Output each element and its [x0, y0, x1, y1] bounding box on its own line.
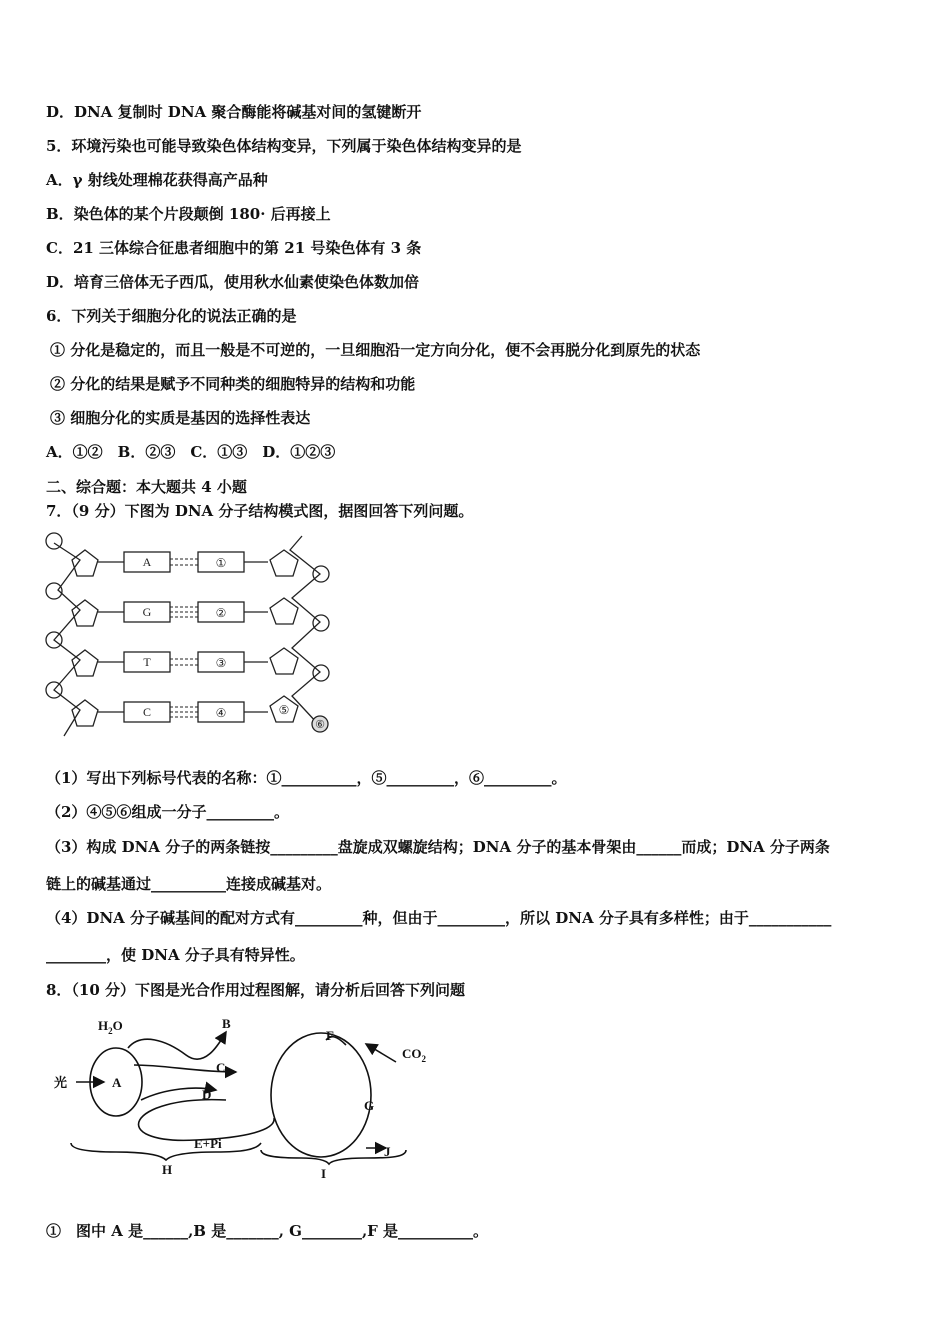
h2o-label: $H_2O$ — [98, 1018, 123, 1036]
number-label: ② — [215, 606, 227, 620]
co2-label: $CO_2$ — [402, 1046, 426, 1064]
base-label: T — [143, 655, 151, 669]
base-label: A — [142, 555, 152, 569]
q7-part-4b: ________，使 DNA 分子具有特异性。 — [46, 946, 305, 964]
q6-statement-3: ③ 细胞分化的实质是基因的选择性表达 — [50, 409, 311, 427]
q7-part-2: （2）④⑤⑥组成一分子_________。 — [46, 803, 289, 821]
i-label: I — [321, 1166, 327, 1181]
e-pi-label: E+Pi — [194, 1136, 222, 1151]
q5-option-d: D．培育三倍体无子西瓜，使用秋水仙素使染色体数加倍 — [46, 273, 420, 291]
q7-part-3a: （3）构成 DNA 分子的两条链按_________盘旋成双螺旋结构；DNA 分子的基本骨架由______而成；DNA 分子两条 — [46, 838, 830, 856]
option-d-line: D．DNA 复制时 DNA 聚合酶能将碱基对间的氢键断开 — [46, 103, 422, 121]
q5-option-b: B．染色体的某个片段颠倒 180· 后再接上 — [46, 205, 331, 223]
f-label: F — [326, 1028, 334, 1043]
q7-part-4a: （4）DNA 分子碱基间的配对方式有_________种，但由于_________，所以 DNA 分子具有多样性；由于___________ — [46, 909, 832, 927]
sugar-label: ⑤ — [278, 703, 290, 717]
base-label: G — [142, 605, 152, 619]
g-label: G — [364, 1098, 375, 1113]
q6-statement-1: ① 分化是稳定的，而且一般是不可逆的，一旦细胞沿一定方向分化，便不会再脱分化到原先的状态 — [50, 341, 701, 359]
question-6: 6．下列关于细胞分化的说法正确的是 — [46, 307, 297, 325]
number-label: ① — [215, 556, 227, 570]
c-label: C — [216, 1060, 226, 1075]
number-label: ④ — [215, 706, 227, 720]
q6-options: A．①② B．②③ C．①③ D．①②③ — [46, 443, 336, 461]
question-7: 7．（9 分）下图为 DNA 分子结构模式图，据图回答下列问题。 — [46, 502, 474, 520]
d-label: D — [202, 1087, 212, 1102]
q6-statement-2: ② 分化的结果是赋予不同种类的细胞特异的结构和功能 — [50, 375, 416, 393]
b-label: B — [222, 1016, 231, 1031]
photosynthesis-diagram — [46, 1010, 446, 1185]
question-8: 8．（10 分）下图是光合作用过程图解，请分析后回答下列问题 — [46, 981, 466, 999]
q5-option-a: A．γ 射线处理棉花获得高产品种 — [46, 171, 268, 189]
dna-structure-diagram — [40, 528, 340, 743]
q5-option-c: C．21 三体综合征患者细胞中的第 21 号染色体有 3 条 — [46, 239, 422, 257]
number-label: ③ — [215, 656, 227, 670]
phosphate-label: ⑥ — [315, 719, 325, 731]
j-label: J — [384, 1144, 391, 1159]
question-5: 5．环境污染也可能导致染色体结构变异，下列属于染色体结构变异的是 — [46, 137, 522, 155]
section-2-heading: 二、综合题：本大题共 4 小题 — [46, 478, 247, 496]
q7-part-1: （1）写出下列标号代表的名称：①__________，⑤_________，⑥_________。 — [46, 769, 567, 787]
light-label: 光 — [54, 1075, 68, 1090]
q7-part-3b: 链上的碱基通过__________连接成碱基对。 — [46, 875, 332, 893]
base-label: C — [142, 705, 152, 719]
a-label: A — [112, 1075, 122, 1090]
h-label: H — [162, 1162, 173, 1177]
q8-part-1: ① 图中 A 是______,B 是_______, G________,F 是__________。 — [46, 1222, 489, 1240]
